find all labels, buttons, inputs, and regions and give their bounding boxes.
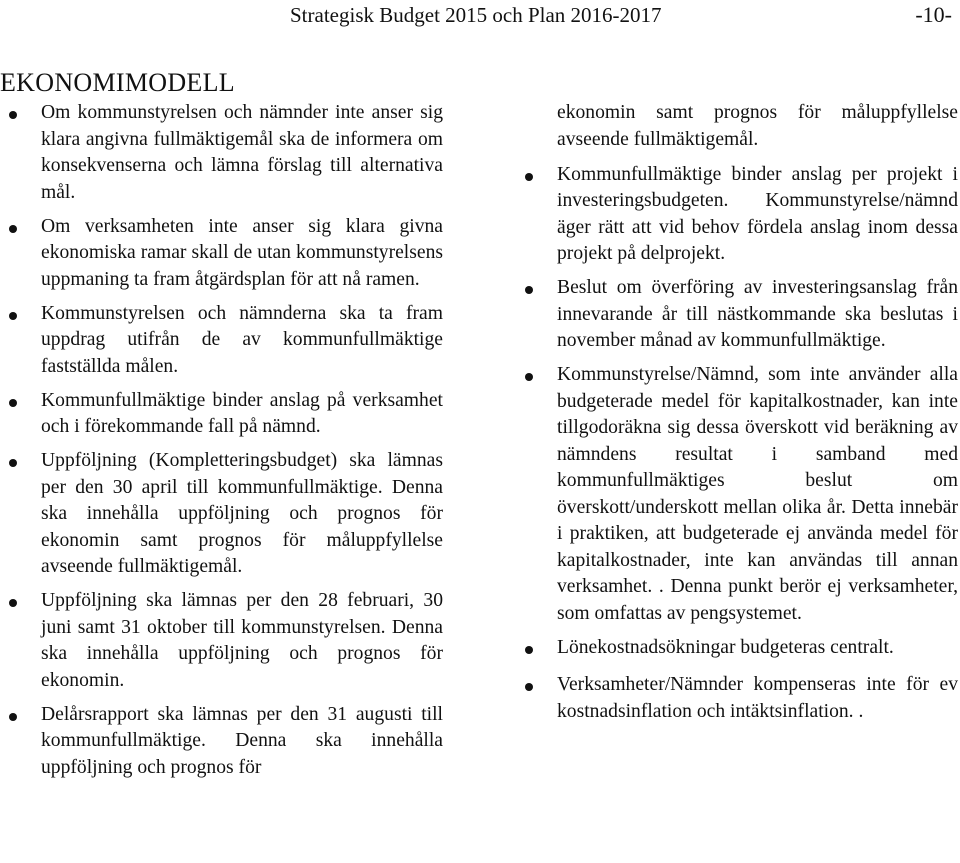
list-item-text: Verksamheter/Nämnder kompenseras inte för ev kostnadsinflation och intäktsinflation. . <box>557 674 958 722</box>
list-item <box>41 100 443 206</box>
list-item <box>557 275 958 355</box>
bullet-list <box>557 162 958 726</box>
list-item <box>41 301 443 381</box>
list-item <box>41 214 443 294</box>
bullet-icon <box>9 399 17 407</box>
bullet-icon <box>9 459 17 467</box>
list-item <box>557 162 958 268</box>
list-item-text: Kommunfullmäktige binder anslag på verksamhet och i förekommande fall på nämnd. <box>41 389 443 437</box>
bullet-icon <box>525 173 533 181</box>
list-item <box>41 588 443 694</box>
list-item-text: Uppföljning ska lämnas per den 28 februari, 30 juni samt 31 oktober till kommunstyrelsen. Denna ska innehålla uppföljning och prognos för ekonomin. <box>41 590 443 691</box>
page-number: -10- <box>915 2 952 27</box>
list-item-text: Kommunfullmäktige binder anslag per projekt i investeringsbudgeten. Kommunstyrelse/nämnd äger rätt att vid behov fördela anslag inom dessa projekt på delprojekt. <box>557 163 958 264</box>
bullet-icon <box>9 111 17 119</box>
bullet-icon <box>9 713 17 721</box>
list-item-text: Beslut om överföring av investeringsanslag från innevarande år till nästkommande ska beslutas i november månad av kommunfullmäktige. <box>557 277 958 351</box>
continuation-text: ekonomin samt prognos för måluppfyllelse avseende fullmäktigemål. <box>557 102 958 150</box>
bullet-icon <box>9 599 17 607</box>
list-item-text: Delårsrapport ska lämnas per den 31 augusti till kommunfullmäktige. Denna ska innehålla uppföljning och prognos för <box>41 703 443 778</box>
bullet-icon <box>525 683 533 691</box>
bullet-icon <box>525 373 533 381</box>
bullet-icon <box>9 312 17 320</box>
bullet-icon <box>525 286 533 294</box>
bullet-icon <box>525 646 533 654</box>
list-item-text: Om verksamheten inte anser sig klara givna ekonomiska ramar skall de utan kommunstyrelsens uppmaning ta fram åtgärdsplan för att nå ramen. <box>41 215 443 290</box>
list-item <box>41 448 443 581</box>
left-column <box>41 100 443 789</box>
list-item <box>557 635 958 662</box>
bullet-icon <box>9 225 17 233</box>
list-item-text: Om kommunstyrelsen och nämnder inte anser sig klara angivna fullmäktigemål ska de informera om konsekvenserna och lämna förslag till alternativa mål. <box>41 102 443 203</box>
list-item-text: Uppföljning (Kompletteringsbudget) ska lämnas per den 30 april till kommunfullmäktige. Denna ska innehålla uppföljning och prognos för ekonomin samt prognos för måluppfyllelse avseende fullmäktigemål. <box>41 450 443 577</box>
bullet-list <box>41 100 443 781</box>
list-item <box>557 362 958 627</box>
list-item <box>41 388 443 441</box>
list-item <box>557 672 958 725</box>
list-item-text: Kommunstyrelsen och nämnderna ska ta fram uppdrag utifrån de av kommunfullmäktige fastställda målen. <box>41 302 443 377</box>
header-title: Strategisk Budget 2015 och Plan 2016-2017 <box>290 3 662 27</box>
right-column <box>557 100 958 733</box>
list-item-text: Lönekostnadsökningar budgeteras centralt. <box>557 636 894 658</box>
list-item-text: Kommunstyrelse/Nämnd, som inte använder alla budgeterade medel för kapitalkostnader, kan inte tillgodoräkna sig dessa överskott vid beräkning av nämndens resultat i samband med kommunfullmäktiges beslut om överskott/underskott mellan olika år. Detta innebär i praktiken, att budgeterade ej använda medel för kapitalkostnader, inte kan användas till annan verksamhet. . Denna punkt berör ej verksamheter, som omfattas av pengsystemet. <box>557 364 958 624</box>
section-title: EKONOMIMODELL <box>0 68 235 97</box>
list-item <box>41 702 443 782</box>
